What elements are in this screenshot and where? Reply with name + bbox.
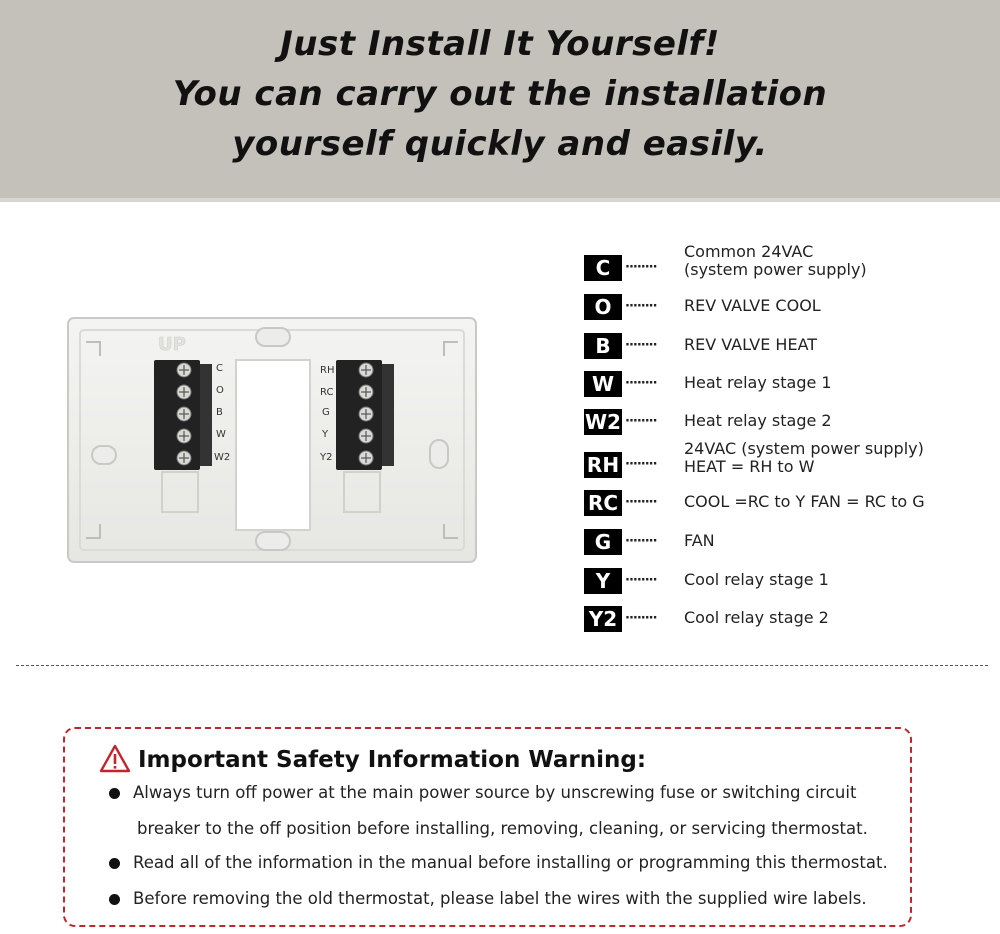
legend-description-line-2: HEAT = RH to W [684, 457, 815, 476]
terminal-label-y2: Y2 [320, 452, 333, 463]
legend-description [684, 440, 994, 476]
legend-row-w2 [584, 409, 984, 435]
legend-description: FAN [684, 531, 715, 550]
legend-description: REV VALVE HEAT [684, 335, 818, 354]
bullet-icon [109, 858, 120, 869]
legend-row-rh [584, 439, 984, 478]
legend-key: B [584, 333, 622, 359]
wall-plate-image [66, 316, 478, 566]
leader-dots: ········ [625, 299, 657, 314]
safety-title: Important Safety Information Warning: [138, 747, 647, 773]
up-marking: UP [158, 334, 186, 355]
legend-key: W [584, 371, 622, 397]
safety-bullet-1-line-2: breaker to the off position before installing, removing, cleaning, or servicing thermostat. [137, 819, 868, 838]
leader-dots: ········ [625, 534, 657, 549]
legend-key: RH [584, 452, 622, 478]
legend-description: COOL =RC to Y FAN = RC to G [684, 492, 925, 511]
legend-description: Heat relay stage 2 [684, 411, 832, 430]
legend-row-c [584, 242, 984, 281]
legend-key: RC [584, 490, 622, 516]
banner-subtitle-line-1: You can carry out the installation [172, 74, 828, 114]
legend-key: O [584, 294, 622, 320]
terminal-label-c: C [216, 363, 223, 374]
legend-row-w [584, 371, 984, 397]
banner-title: Just Install It Yourself! [280, 24, 720, 64]
terminal-label-rc: RC [320, 387, 334, 398]
legend-description: Heat relay stage 1 [684, 373, 832, 392]
legend-row-y2 [584, 606, 984, 632]
leader-dots: ········ [625, 611, 657, 626]
header-banner [0, 0, 1000, 202]
banner-subtitle-line-2: yourself quickly and easily. [232, 124, 768, 164]
safety-bullet-2: Read all of the information in the manual before installing or programming this thermostat. [133, 853, 888, 872]
legend-row-o [584, 294, 984, 320]
legend-key: G [584, 529, 622, 555]
legend-description: Cool relay stage 2 [684, 608, 829, 627]
leader-dots: ········ [625, 338, 657, 353]
terminal-label-g: G [322, 407, 330, 418]
terminal-label-rh: RH [320, 365, 335, 376]
legend-description-line-2: (system power supply) [684, 260, 867, 279]
legend-description-line-1: Common 24VAC [684, 242, 814, 261]
terminal-label-o: O [216, 385, 224, 396]
legend-row-g [584, 529, 984, 555]
legend-key: W2 [585, 410, 621, 434]
leader-dots: ········ [625, 260, 657, 275]
section-divider [16, 665, 988, 666]
legend-description: REV VALVE COOL [684, 296, 821, 315]
leader-dots: ········ [625, 457, 657, 472]
bullet-icon [109, 788, 120, 799]
legend-key: Y [584, 568, 622, 594]
legend-description-line-1: 24VAC (system power supply) [684, 439, 924, 458]
terminal-label-w: W [216, 429, 226, 440]
legend-description: Cool relay stage 1 [684, 570, 829, 589]
legend-row-rc [584, 490, 984, 516]
safety-bullet-1-line-1: Always turn off power at the main power source by unscrewing fuse or switching circuit [133, 783, 857, 802]
leader-dots: ········ [625, 573, 657, 588]
legend-row-b [584, 333, 984, 359]
legend-key: Y2 [584, 606, 622, 632]
leader-dots: ········ [625, 495, 657, 510]
bullet-icon [109, 894, 120, 905]
legend-description [684, 243, 994, 279]
legend-row-y [584, 568, 984, 594]
wall-plate-drawing [66, 316, 478, 566]
leader-dots: ········ [625, 414, 657, 429]
terminal-label-b: B [216, 407, 223, 418]
safety-warning-box [63, 727, 912, 927]
legend-key: C [584, 255, 622, 281]
terminal-label-w2: W2 [214, 452, 231, 463]
warning-triangle-icon [99, 744, 131, 774]
safety-bullet-3: Before removing the old thermostat, please label the wires with the supplied wire labels. [133, 889, 867, 908]
leader-dots: ········ [625, 376, 657, 391]
terminal-label-y: Y [322, 429, 329, 440]
